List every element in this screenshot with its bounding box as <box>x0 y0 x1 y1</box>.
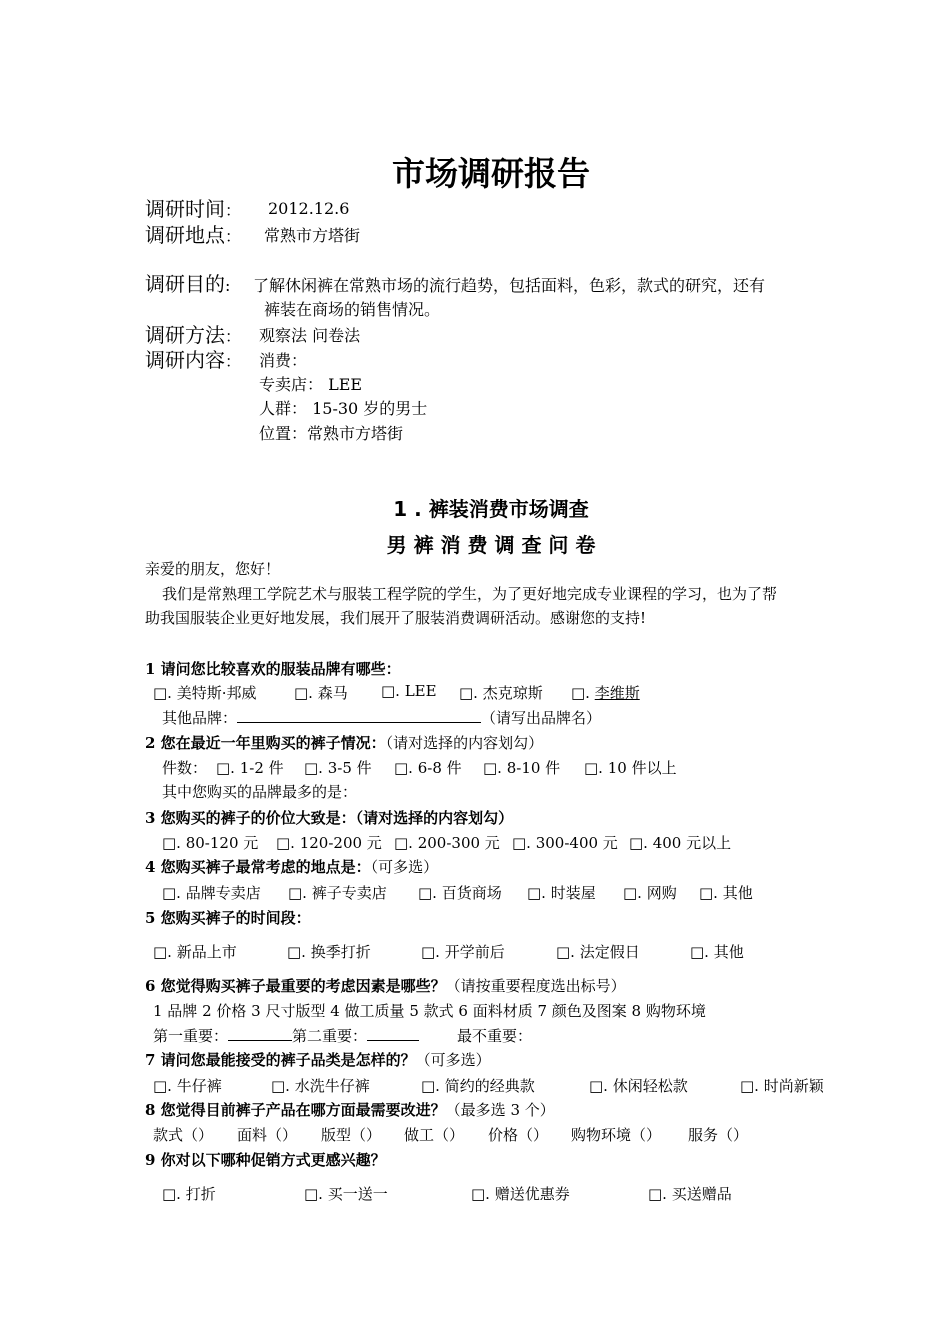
q4-option[interactable]: □. 品牌专卖店 <box>162 884 261 902</box>
q6-first-label: 第一重要： <box>153 1027 229 1045</box>
q5-option[interactable]: □. 新品上市 <box>153 943 237 961</box>
q3-text: 3 您购买的裤子的价位大致是：（请对选择的内容划勾） <box>145 809 514 827</box>
q6-second-label: 第二重要： <box>292 1027 368 1045</box>
q1-other-label: 其他品牌： <box>162 709 238 727</box>
q8-option[interactable]: 服务（） <box>688 1126 749 1144</box>
q3-option[interactable]: □. 80-120 元 <box>162 834 259 852</box>
q2-count-label: 件数： <box>162 759 208 777</box>
q3-option[interactable]: □. 400 元以上 <box>629 834 732 852</box>
survey-purpose-sep: : <box>225 276 231 295</box>
q9-option[interactable]: □. 打折 <box>162 1185 216 1203</box>
q6-least-label: 最不重要： <box>457 1027 533 1045</box>
survey-content-sep: ： <box>225 352 242 371</box>
q3-option[interactable]: □. 120-200 元 <box>276 834 382 852</box>
q7-note: （可多选） <box>415 1051 491 1069</box>
q1-option-last[interactable] <box>571 682 640 703</box>
survey-location: 位置：常熟市方塔街 <box>259 424 404 443</box>
intro-line1: 我们是常熟理工学院艺术与服装工程学院的学生，为了更好地完成专业课程的学习，也为了帮 <box>162 585 778 603</box>
q3-option[interactable]: □. 200-300 元 <box>394 834 500 852</box>
q6-factors: 1 品牌 2 价格 3 尺寸版型 4 做工质量 5 款式 6 面料材质 7 颜色及图案 8 购物环境 <box>153 1002 706 1020</box>
survey-place-sep: ： <box>225 227 242 246</box>
survey-method-value: 观察法 问卷法 <box>259 326 361 345</box>
survey-place-value: 常熟市方塔街 <box>264 226 361 245</box>
q2-option[interactable]: □. 10 件以上 <box>584 759 677 777</box>
survey-time-label: 调研时间 <box>145 197 225 221</box>
q4-option[interactable]: □. 其他 <box>699 884 753 902</box>
survey-place-row <box>145 219 241 248</box>
survey-content-label: 调研内容 <box>145 348 225 372</box>
survey-method-label: 调研方法 <box>145 323 225 347</box>
q8-option[interactable]: 做工（） <box>404 1126 465 1144</box>
q7-text: 7 请问您最能接受的裤子品类是怎样的？ <box>145 1051 416 1069</box>
q8-option[interactable]: 购物环境（） <box>571 1126 662 1144</box>
survey-content-row <box>145 344 241 373</box>
q8-option[interactable]: 价格（） <box>488 1126 549 1144</box>
q8-note: （最多选 3 个） <box>445 1101 555 1119</box>
q4-row <box>145 856 438 877</box>
q7-option[interactable]: □. 水洗牛仔裤 <box>271 1077 370 1095</box>
q5-text: 5 您购买裤子的时间段： <box>145 909 311 927</box>
q7-option[interactable]: □. 休闲轻松款 <box>589 1077 688 1095</box>
q5-option[interactable]: □. 换季打折 <box>287 943 371 961</box>
survey-purpose-line1: 了解休闲裤在常熟市场的流行趋势，包括面料，色彩，款式的研究，还有 <box>253 276 766 295</box>
q8-row <box>145 1099 555 1120</box>
greeting: 亲爱的朋友，您好！ <box>145 560 281 578</box>
q1-option[interactable]: □. LEE <box>381 682 437 700</box>
q6-note: （请按重要程度选出标号） <box>445 977 626 995</box>
q6-row <box>145 975 626 996</box>
q9-option[interactable]: □. 买送赠品 <box>648 1185 732 1203</box>
q6-first-blank[interactable] <box>228 1026 292 1041</box>
q3-option[interactable]: □. 300-400 元 <box>512 834 618 852</box>
q5-option[interactable]: □. 法定假日 <box>556 943 640 961</box>
q4-option[interactable]: □. 网购 <box>623 884 677 902</box>
survey-time-sep: ： <box>225 201 242 220</box>
survey-content-value: 消费： <box>259 351 308 370</box>
survey-crowd: 人群： 15-30 岁的男士 <box>259 399 428 418</box>
q4-text: 4 您购买裤子最常考虑的地点是： <box>145 858 371 876</box>
survey-purpose-row <box>145 268 230 297</box>
q6-text: 6 您觉得购买裤子最重要的考虑因素是哪些？ <box>145 977 446 995</box>
q4-note: （可多选） <box>370 858 439 876</box>
q1-other-blank[interactable] <box>237 708 481 723</box>
section-title: 1 . 裤装消费市场调查 <box>393 497 589 521</box>
q2-brand-line: 其中您购买的品牌最多的是： <box>162 783 358 801</box>
q8-option[interactable]: 面料（） <box>237 1126 298 1144</box>
q1-other-note: （请写出品牌名） <box>481 709 602 727</box>
q7-option[interactable]: □. 简约的经典款 <box>421 1077 535 1095</box>
q9-option[interactable]: □. 赠送优惠券 <box>471 1185 570 1203</box>
q9-text: 9 你对以下哪种促销方式更感兴趣？ <box>145 1151 386 1169</box>
survey-purpose-line2: 裤装在商场的销售情况。 <box>264 300 441 319</box>
q6-rank-row <box>153 1025 532 1046</box>
q1-other-row <box>162 707 601 728</box>
page-title: 市场调研报告 <box>392 154 590 193</box>
q1-option-levis: 李维斯 <box>594 684 640 702</box>
q1-text: 1 请问您比较喜欢的服装品牌有哪些： <box>145 660 401 678</box>
q6-second-blank[interactable] <box>367 1026 419 1041</box>
q2-option[interactable]: □. 3-5 件 <box>304 759 372 777</box>
survey-place-label: 调研地点 <box>145 223 225 247</box>
q2-option[interactable]: □. 1-2 件 <box>216 759 284 777</box>
survey-time-row <box>145 193 241 222</box>
survey-store: 专卖店： LEE <box>259 375 363 394</box>
q2-text: 2 您在最近一年里购买的裤子情况： <box>145 734 386 752</box>
intro-line2: 助我国服装企业更好地发展，我们展开了服装消费调研活动。感谢您的支持! <box>145 609 647 627</box>
q2-option[interactable]: □. 8-10 件 <box>483 759 561 777</box>
q1-option[interactable]: □. 森马 <box>294 684 348 702</box>
survey-method-sep: ： <box>225 327 242 346</box>
q1-option-prefix: □. <box>571 684 595 702</box>
q7-row <box>145 1049 491 1070</box>
q9-option[interactable]: □. 买一送一 <box>304 1185 388 1203</box>
q1-option[interactable]: □. 杰克琼斯 <box>459 684 543 702</box>
q8-option[interactable]: 款式（） <box>153 1126 214 1144</box>
q4-option[interactable]: □. 百货商场 <box>418 884 502 902</box>
survey-time-value: 2012.12.6 <box>268 199 350 218</box>
q5-option[interactable]: □. 开学前后 <box>421 943 505 961</box>
q4-option[interactable]: □. 裤子专卖店 <box>288 884 387 902</box>
q8-text: 8 您觉得目前裤子产品在哪方面最需要改进？ <box>145 1101 446 1119</box>
q2-note: （请对选择的内容划勾） <box>385 734 544 752</box>
q2-row <box>145 732 543 753</box>
q5-option[interactable]: □. 其他 <box>690 943 744 961</box>
q7-option[interactable]: □. 时尚新颖 <box>740 1077 824 1095</box>
q2-option[interactable]: □. 6-8 件 <box>394 759 462 777</box>
q8-option[interactable]: 版型（） <box>321 1126 382 1144</box>
q4-option[interactable]: □. 时装屋 <box>527 884 596 902</box>
survey-title: 男 裤 消 费 调 查 问 卷 <box>386 533 596 557</box>
q1-option[interactable]: □. 美特斯·邦威 <box>153 684 257 702</box>
survey-purpose-label: 调研目的 <box>145 272 225 296</box>
q7-option[interactable]: □. 牛仔裤 <box>153 1077 222 1095</box>
